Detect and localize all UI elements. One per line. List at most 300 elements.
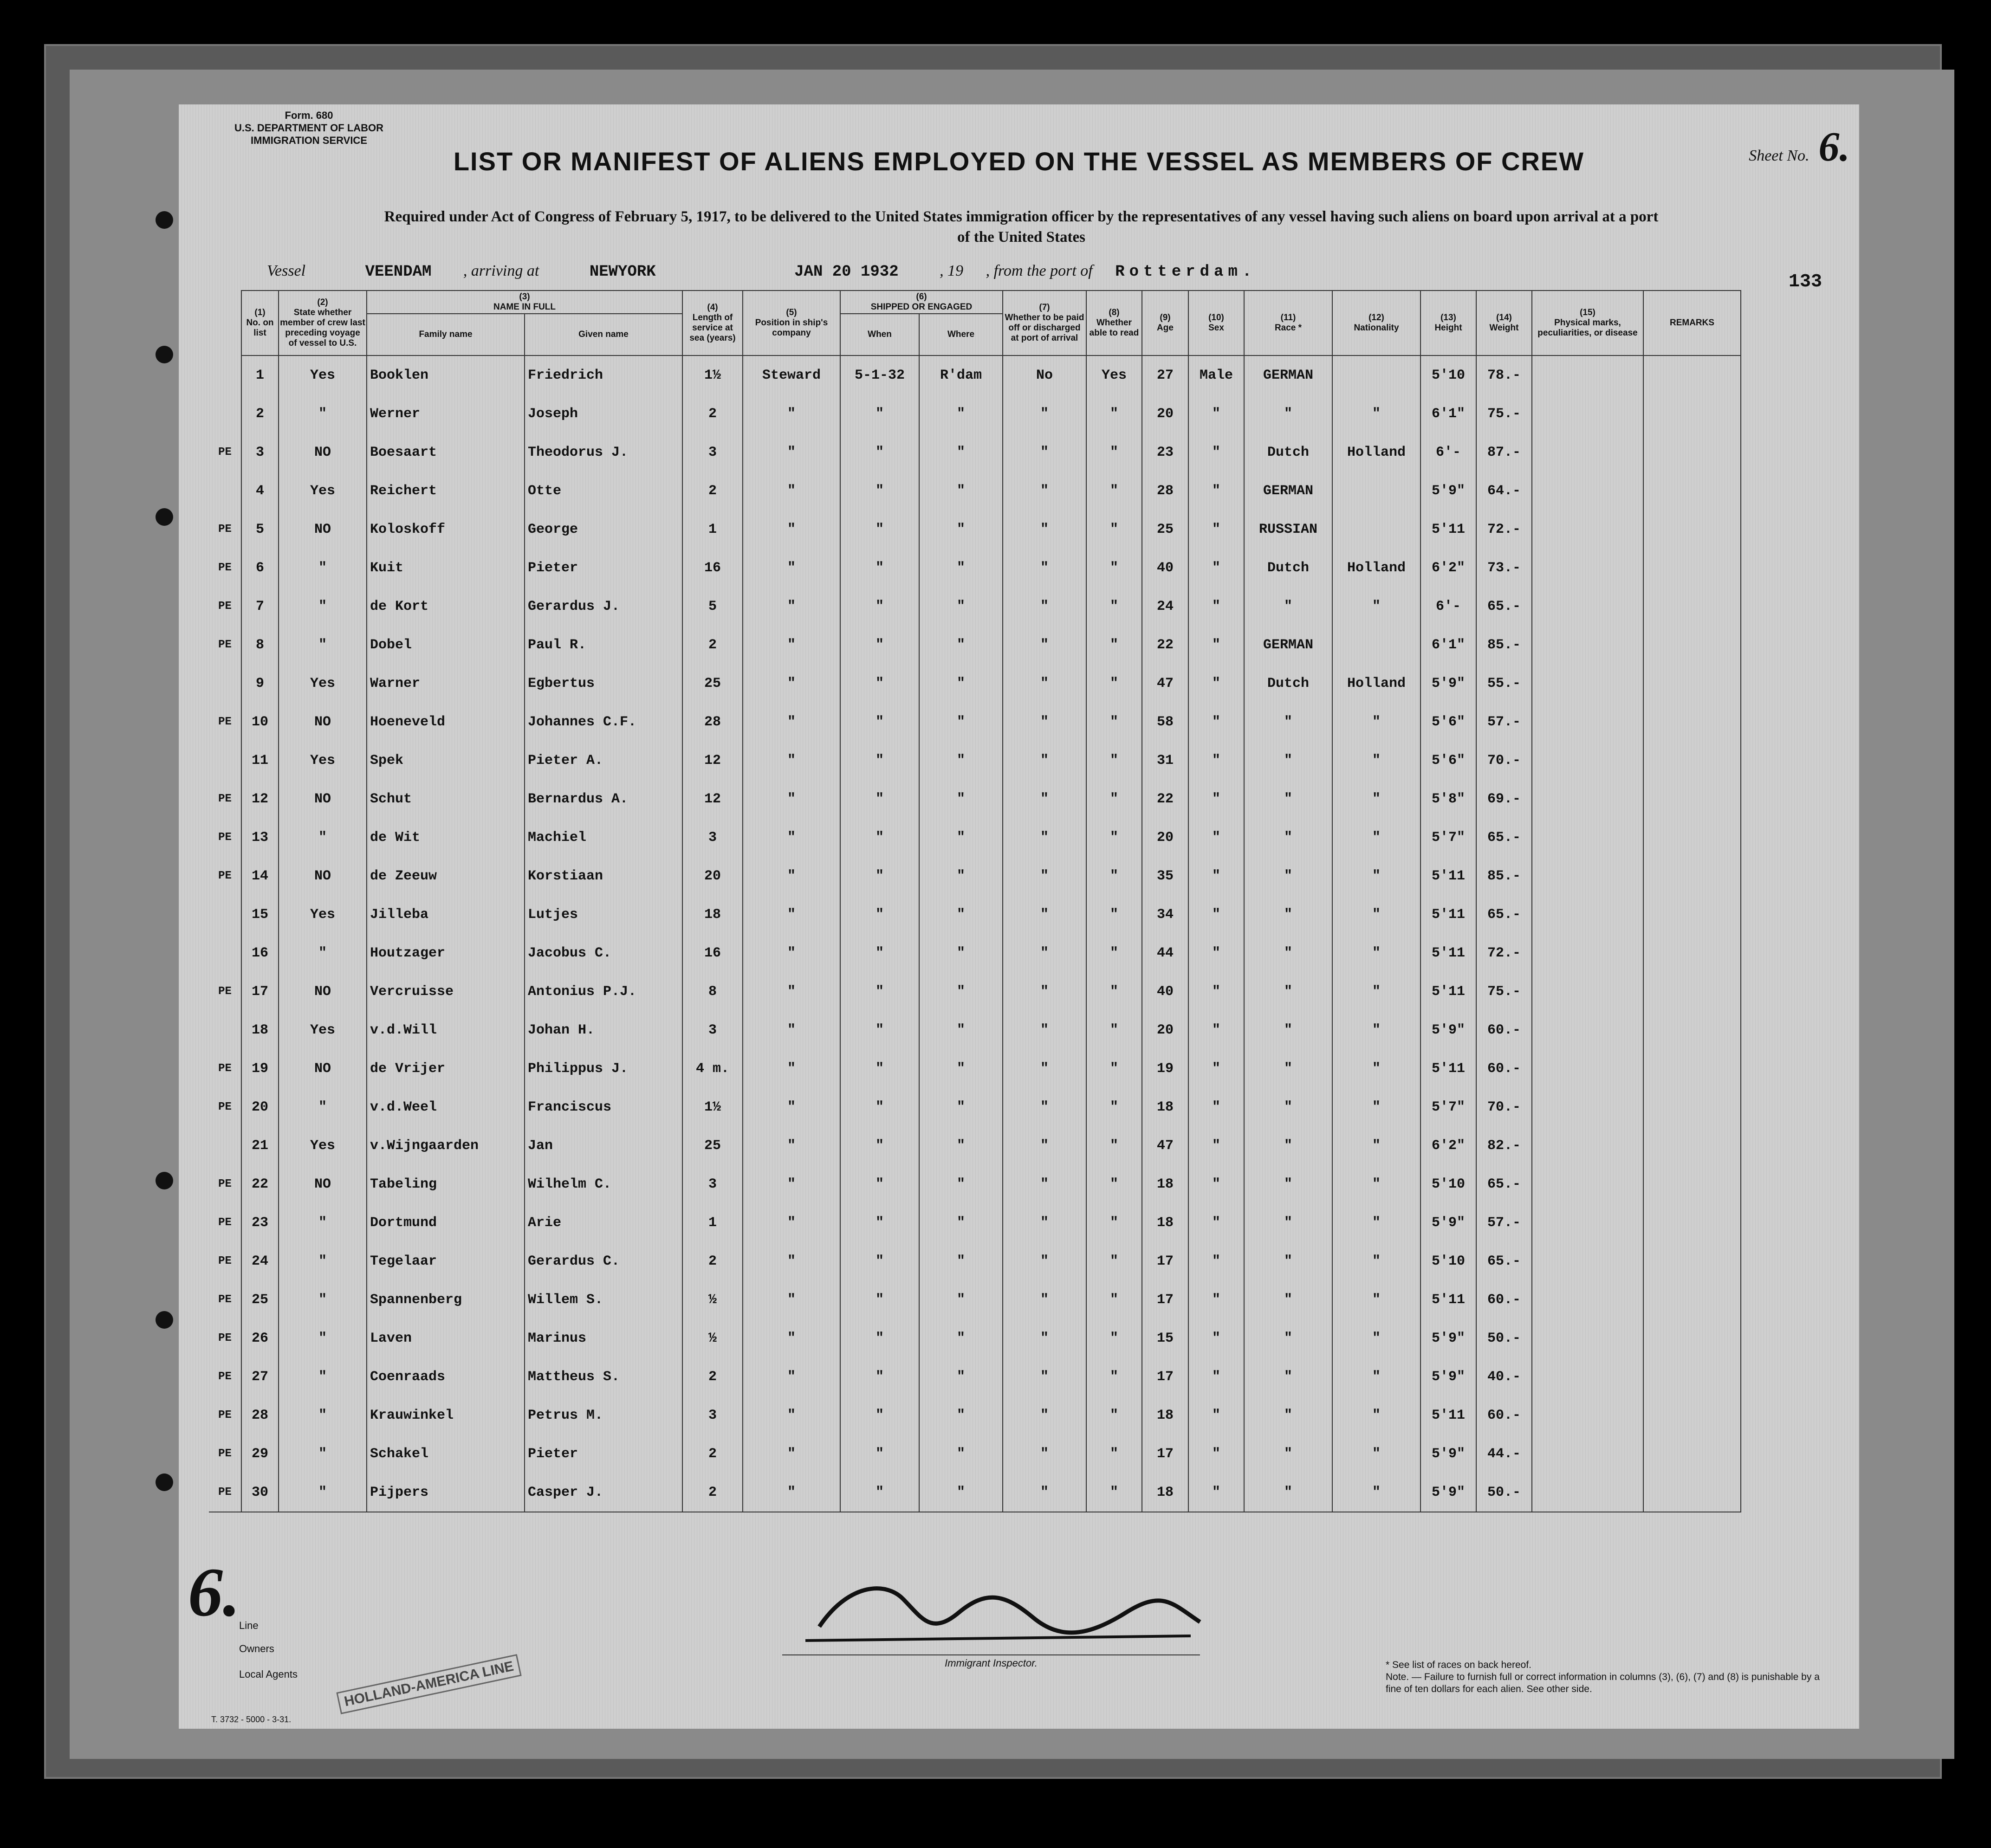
table-cell-height: 5'11 bbox=[1420, 1396, 1476, 1434]
table-cell-family: de Kort bbox=[367, 587, 525, 626]
table-cell-sex: " bbox=[1188, 1126, 1244, 1165]
table-cell-age: 44 bbox=[1142, 934, 1188, 972]
table-cell-family: de Vrijer bbox=[367, 1049, 525, 1088]
table-cell-no: 21 bbox=[241, 1126, 279, 1165]
table-cell-prev: " bbox=[279, 1357, 367, 1396]
table-cell-position: " bbox=[743, 780, 840, 818]
table-cell-race: " bbox=[1244, 780, 1332, 818]
column-subheader: Family name bbox=[367, 314, 525, 355]
table-cell-where: " bbox=[919, 549, 1003, 587]
table-cell-age: 18 bbox=[1142, 1473, 1188, 1512]
table-cell-where: " bbox=[919, 1319, 1003, 1357]
table-cell-height: 5'9" bbox=[1420, 472, 1476, 510]
table-cell-given: Machiel bbox=[525, 818, 682, 857]
table-cell-paid: " bbox=[1003, 1319, 1086, 1357]
table-cell-race: " bbox=[1244, 1049, 1332, 1088]
table-cell-nat: " bbox=[1332, 857, 1420, 895]
table-cell-nat: " bbox=[1332, 394, 1420, 433]
table-cell-position: " bbox=[743, 433, 840, 472]
table-cell-sex: " bbox=[1188, 626, 1244, 664]
table-row bbox=[209, 1319, 1741, 1357]
table-cell-years: 8 bbox=[682, 972, 743, 1011]
table-cell-years: 2 bbox=[682, 472, 743, 510]
table-cell-age: 20 bbox=[1142, 394, 1188, 433]
table-cell-weight: 75.- bbox=[1476, 972, 1532, 1011]
table-cell-marks bbox=[1532, 1473, 1643, 1512]
table-cell-position: " bbox=[743, 1473, 840, 1512]
table-row bbox=[209, 587, 1741, 626]
document-title: LIST OR MANIFEST OF ALIENS EMPLOYED ON THE VESSEL AS MEMBERS OF CREW bbox=[453, 147, 1585, 176]
table-cell-age: 25 bbox=[1142, 510, 1188, 549]
table-cell-years: 16 bbox=[682, 934, 743, 972]
table-cell-read: " bbox=[1086, 587, 1142, 626]
table-cell-remarks bbox=[1643, 741, 1741, 780]
table-cell-weight: 60.- bbox=[1476, 1280, 1532, 1319]
table-cell-pe: PE bbox=[209, 1319, 241, 1357]
table-cell-years: 1 bbox=[682, 1203, 743, 1242]
table-cell-position: " bbox=[743, 1396, 840, 1434]
table-cell-prev: Yes bbox=[279, 1011, 367, 1049]
table-cell-sex: " bbox=[1188, 703, 1244, 741]
table-cell-where: " bbox=[919, 1280, 1003, 1319]
table-cell-prev: NO bbox=[279, 857, 367, 895]
table-cell-nat: " bbox=[1332, 1396, 1420, 1434]
table-cell-nat: " bbox=[1332, 895, 1420, 934]
table-cell-weight: 40.- bbox=[1476, 1357, 1532, 1396]
table-cell-no: 9 bbox=[241, 664, 279, 703]
table-cell-remarks bbox=[1643, 1242, 1741, 1280]
table-cell-family: Hoeneveld bbox=[367, 703, 525, 741]
table-cell-nat: " bbox=[1332, 1088, 1420, 1126]
table-cell-when: " bbox=[840, 1396, 919, 1434]
column-header: (13) Height bbox=[1420, 291, 1476, 355]
table-cell-when: " bbox=[840, 1473, 919, 1512]
table-cell-family: Koloskoff bbox=[367, 510, 525, 549]
table-cell-weight: 70.- bbox=[1476, 741, 1532, 780]
table-cell-height: 5'11 bbox=[1420, 1049, 1476, 1088]
table-cell-when: " bbox=[840, 741, 919, 780]
table-cell-family: Dobel bbox=[367, 626, 525, 664]
table-cell-sex: Male bbox=[1188, 355, 1244, 394]
table-cell-nat: " bbox=[1332, 1473, 1420, 1512]
table-cell-pe bbox=[209, 1011, 241, 1049]
race-footnote: * See list of races on back hereof. bbox=[1386, 1660, 1532, 1670]
table-cell-read: " bbox=[1086, 1126, 1142, 1165]
table-cell-height: 5'9" bbox=[1420, 1011, 1476, 1049]
table-cell-prev: " bbox=[279, 934, 367, 972]
table-cell-given: Bernardus A. bbox=[525, 780, 682, 818]
table-cell-where: " bbox=[919, 895, 1003, 934]
table-cell-sex: " bbox=[1188, 1280, 1244, 1319]
table-cell-position: " bbox=[743, 1011, 840, 1049]
table-cell-paid: " bbox=[1003, 741, 1086, 780]
table-cell-read: " bbox=[1086, 780, 1142, 818]
table-cell-no: 20 bbox=[241, 1088, 279, 1126]
table-cell-no: 16 bbox=[241, 934, 279, 972]
table-cell-weight: 55.- bbox=[1476, 664, 1532, 703]
table-cell-paid: " bbox=[1003, 972, 1086, 1011]
table-cell-marks bbox=[1532, 549, 1643, 587]
table-cell-pe: PE bbox=[209, 1242, 241, 1280]
table-cell-given: Johannes C.F. bbox=[525, 703, 682, 741]
table-cell-paid: " bbox=[1003, 857, 1086, 895]
table-cell-no: 3 bbox=[241, 433, 279, 472]
column-header: (6) SHIPPED OR ENGAGED bbox=[840, 291, 1003, 314]
table-cell-pe: PE bbox=[209, 587, 241, 626]
column-header: (15) Physical marks, peculiarities, or disease bbox=[1532, 291, 1643, 355]
table-cell-marks bbox=[1532, 1280, 1643, 1319]
table-cell-years: ½ bbox=[682, 1319, 743, 1357]
table-cell-when: " bbox=[840, 394, 919, 433]
table-cell-nat bbox=[1332, 355, 1420, 394]
table-cell-no: 4 bbox=[241, 472, 279, 510]
table-cell-when: 5-1-32 bbox=[840, 355, 919, 394]
table-cell-marks bbox=[1532, 1011, 1643, 1049]
table-cell-age: 28 bbox=[1142, 472, 1188, 510]
table-cell-remarks bbox=[1643, 664, 1741, 703]
table-cell-weight: 82.- bbox=[1476, 1126, 1532, 1165]
table-cell-age: 31 bbox=[1142, 741, 1188, 780]
table-cell-years: 2 bbox=[682, 1242, 743, 1280]
table-cell-race: " bbox=[1244, 1434, 1332, 1473]
table-cell-height: 5'7" bbox=[1420, 1088, 1476, 1126]
table-cell-position: " bbox=[743, 394, 840, 433]
table-cell-paid: " bbox=[1003, 1396, 1086, 1434]
table-cell-age: 20 bbox=[1142, 1011, 1188, 1049]
table-row bbox=[209, 549, 1741, 587]
table-cell-read: " bbox=[1086, 510, 1142, 549]
table-cell-height: 5'9" bbox=[1420, 1357, 1476, 1396]
table-cell-nat: Holland bbox=[1332, 433, 1420, 472]
table-cell-no: 6 bbox=[241, 549, 279, 587]
table-cell-height: 6'- bbox=[1420, 587, 1476, 626]
table-cell-race: " bbox=[1244, 895, 1332, 934]
column-header: (9) Age bbox=[1142, 291, 1188, 355]
table-cell-race: GERMAN bbox=[1244, 472, 1332, 510]
table-cell-read: " bbox=[1086, 741, 1142, 780]
table-cell-paid: " bbox=[1003, 1357, 1086, 1396]
table-cell-given: Egbertus bbox=[525, 664, 682, 703]
table-cell-where: " bbox=[919, 857, 1003, 895]
table-cell-paid: " bbox=[1003, 1088, 1086, 1126]
table-cell-years: 1 bbox=[682, 510, 743, 549]
table-cell-position: " bbox=[743, 1280, 840, 1319]
table-cell-remarks bbox=[1643, 1049, 1741, 1088]
table-cell-prev: " bbox=[279, 626, 367, 664]
table-cell-weight: 72.- bbox=[1476, 510, 1532, 549]
table-cell-marks bbox=[1532, 972, 1643, 1011]
table-cell-paid: " bbox=[1003, 433, 1086, 472]
table-cell-family: Tegelaar bbox=[367, 1242, 525, 1280]
table-cell-paid: " bbox=[1003, 1434, 1086, 1473]
table-cell-weight: 85.- bbox=[1476, 857, 1532, 895]
table-cell-pe: PE bbox=[209, 433, 241, 472]
table-cell-family: v.Wijngaarden bbox=[367, 1126, 525, 1165]
table-cell-prev: Yes bbox=[279, 895, 367, 934]
table-cell-given: Franciscus bbox=[525, 1088, 682, 1126]
table-cell-where: " bbox=[919, 1165, 1003, 1203]
table-cell-where: " bbox=[919, 1203, 1003, 1242]
table-cell-weight: 50.- bbox=[1476, 1473, 1532, 1512]
table-cell-position: " bbox=[743, 510, 840, 549]
table-cell-weight: 57.- bbox=[1476, 1203, 1532, 1242]
column-header: (8) Whether able to read bbox=[1086, 291, 1142, 355]
table-cell-no: 14 bbox=[241, 857, 279, 895]
table-cell-nat: " bbox=[1332, 703, 1420, 741]
arrival-port: NEWYORK bbox=[589, 263, 656, 281]
table-cell-age: 47 bbox=[1142, 1126, 1188, 1165]
table-cell-sex: " bbox=[1188, 818, 1244, 857]
table-cell-when: " bbox=[840, 587, 919, 626]
table-row bbox=[209, 1203, 1741, 1242]
table-cell-given: Wilhelm C. bbox=[525, 1165, 682, 1203]
table-cell-prev: " bbox=[279, 1319, 367, 1357]
table-row bbox=[209, 1280, 1741, 1319]
table-cell-nat: " bbox=[1332, 1203, 1420, 1242]
table-cell-remarks bbox=[1643, 433, 1741, 472]
table-cell-where: " bbox=[919, 1396, 1003, 1434]
table-cell-marks bbox=[1532, 355, 1643, 394]
table-cell-weight: 65.- bbox=[1476, 818, 1532, 857]
table-row bbox=[209, 355, 1741, 394]
table-cell-family: Reichert bbox=[367, 472, 525, 510]
table-cell-given: Korstiaan bbox=[525, 857, 682, 895]
table-cell-paid: " bbox=[1003, 934, 1086, 972]
table-cell-remarks bbox=[1643, 549, 1741, 587]
table-cell-height: 5'11 bbox=[1420, 510, 1476, 549]
table-cell-height: 5'6" bbox=[1420, 703, 1476, 741]
table-cell-when: " bbox=[840, 626, 919, 664]
table-cell-age: 15 bbox=[1142, 1319, 1188, 1357]
table-cell-family: Houtzager bbox=[367, 934, 525, 972]
table-cell-age: 18 bbox=[1142, 1165, 1188, 1203]
table-cell-given: Jacobus C. bbox=[525, 934, 682, 972]
table-cell-family: de Zeeuw bbox=[367, 857, 525, 895]
table-cell-remarks bbox=[1643, 818, 1741, 857]
table-cell-paid: " bbox=[1003, 664, 1086, 703]
table-cell-read: " bbox=[1086, 664, 1142, 703]
table-cell-height: 5'11 bbox=[1420, 857, 1476, 895]
table-cell-race: " bbox=[1244, 587, 1332, 626]
table-cell-sex: " bbox=[1188, 433, 1244, 472]
table-cell-read: " bbox=[1086, 1319, 1142, 1357]
table-cell-prev: NO bbox=[279, 703, 367, 741]
table-cell-read: " bbox=[1086, 1434, 1142, 1473]
table-cell-where: " bbox=[919, 972, 1003, 1011]
table-cell-remarks bbox=[1643, 972, 1741, 1011]
table-cell-age: 17 bbox=[1142, 1280, 1188, 1319]
table-cell-family: de Wit bbox=[367, 818, 525, 857]
table-cell-years: 3 bbox=[682, 1011, 743, 1049]
subtitle-line-2: of the United States bbox=[957, 229, 1085, 246]
table-cell-read: " bbox=[1086, 857, 1142, 895]
table-cell-marks bbox=[1532, 780, 1643, 818]
table-cell-position: " bbox=[743, 857, 840, 895]
table-cell-no: 29 bbox=[241, 1434, 279, 1473]
sheet-number-label: Sheet No. bbox=[1749, 147, 1809, 164]
table-cell-remarks bbox=[1643, 1434, 1741, 1473]
table-cell-given: Joseph bbox=[525, 394, 682, 433]
table-cell-marks bbox=[1532, 934, 1643, 972]
table-cell-years: 4 m. bbox=[682, 1049, 743, 1088]
table-cell-age: 47 bbox=[1142, 664, 1188, 703]
table-cell-nat: " bbox=[1332, 1434, 1420, 1473]
table-cell-race: " bbox=[1244, 857, 1332, 895]
line-stamp: HOLLAND-AMERICA LINE bbox=[336, 1654, 521, 1714]
table-cell-no: 13 bbox=[241, 818, 279, 857]
table-cell-prev: Yes bbox=[279, 472, 367, 510]
table-cell-no: 1 bbox=[241, 355, 279, 394]
table-cell-pe: PE bbox=[209, 626, 241, 664]
table-cell-marks bbox=[1532, 626, 1643, 664]
table-cell-position: " bbox=[743, 1242, 840, 1280]
table-cell-years: 25 bbox=[682, 664, 743, 703]
table-cell-marks bbox=[1532, 1049, 1643, 1088]
table-cell-where: " bbox=[919, 587, 1003, 626]
table-cell-no: 8 bbox=[241, 626, 279, 664]
table-cell-age: 23 bbox=[1142, 433, 1188, 472]
table-cell-nat: " bbox=[1332, 780, 1420, 818]
table-row bbox=[209, 664, 1741, 703]
manifest-sheet bbox=[179, 104, 1859, 1729]
table-cell-no: 10 bbox=[241, 703, 279, 741]
vessel-name: VEENDAM bbox=[365, 263, 432, 281]
penalty-note: Note. — Failure to furnish full or correct information in columns (3), (6), (7) and (8) is punishable by a fine of ten dollars for each alien. See other side. bbox=[1386, 1672, 1820, 1694]
table-cell-height: 5'11 bbox=[1420, 972, 1476, 1011]
service-name: IMMIGRATION SERVICE bbox=[251, 135, 367, 146]
table-cell-height: 5'9" bbox=[1420, 1473, 1476, 1512]
table-cell-race: " bbox=[1244, 1473, 1332, 1512]
table-cell-nat: Holland bbox=[1332, 664, 1420, 703]
table-cell-weight: 60.- bbox=[1476, 1396, 1532, 1434]
form-header bbox=[234, 109, 383, 147]
table-cell-position: " bbox=[743, 587, 840, 626]
table-row bbox=[209, 1126, 1741, 1165]
table-cell-read: " bbox=[1086, 1242, 1142, 1280]
table-cell-years: 3 bbox=[682, 818, 743, 857]
table-cell-remarks bbox=[1643, 1203, 1741, 1242]
table-cell-given: George bbox=[525, 510, 682, 549]
table-cell-sex: " bbox=[1188, 1049, 1244, 1088]
table-cell-sex: " bbox=[1188, 741, 1244, 780]
table-cell-pe: PE bbox=[209, 703, 241, 741]
column-header: (7) Whether to be paid off or discharged at port of arrival bbox=[1003, 291, 1086, 355]
table-cell-height: 5'8" bbox=[1420, 780, 1476, 818]
table-cell-prev: " bbox=[279, 1280, 367, 1319]
table-row bbox=[209, 780, 1741, 818]
table-cell-paid: " bbox=[1003, 1280, 1086, 1319]
table-cell-height: 5'9" bbox=[1420, 1319, 1476, 1357]
table-cell-read: " bbox=[1086, 972, 1142, 1011]
table-cell-pe: PE bbox=[209, 549, 241, 587]
table-cell-no: 23 bbox=[241, 1203, 279, 1242]
arrival-date: JAN 20 1932 bbox=[794, 263, 899, 281]
table-cell-remarks bbox=[1643, 1473, 1741, 1512]
table-cell-family: v.d.Weel bbox=[367, 1088, 525, 1126]
table-cell-given: Marinus bbox=[525, 1319, 682, 1357]
table-cell-remarks bbox=[1643, 510, 1741, 549]
table-cell-race: " bbox=[1244, 394, 1332, 433]
table-cell-when: " bbox=[840, 1319, 919, 1357]
table-cell-position: " bbox=[743, 741, 840, 780]
table-cell-read: " bbox=[1086, 1396, 1142, 1434]
table-cell-position: " bbox=[743, 1049, 840, 1088]
table-cell-position: " bbox=[743, 1088, 840, 1126]
table-cell-remarks bbox=[1643, 626, 1741, 664]
table-cell-weight: 60.- bbox=[1476, 1049, 1532, 1088]
table-row bbox=[209, 626, 1741, 664]
table-cell-position: " bbox=[743, 1203, 840, 1242]
table-cell-race: " bbox=[1244, 1319, 1332, 1357]
table-cell-paid: " bbox=[1003, 1473, 1086, 1512]
table-cell-given: Johan H. bbox=[525, 1011, 682, 1049]
table-cell-where: " bbox=[919, 703, 1003, 741]
table-cell-paid: " bbox=[1003, 626, 1086, 664]
table-cell-no: 24 bbox=[241, 1242, 279, 1280]
table-cell-marks bbox=[1532, 1165, 1643, 1203]
table-cell-marks bbox=[1532, 394, 1643, 433]
table-cell-given: Pieter A. bbox=[525, 741, 682, 780]
line-label: Line bbox=[239, 1620, 259, 1631]
table-cell-marks bbox=[1532, 1357, 1643, 1396]
table-cell-given: Otte bbox=[525, 472, 682, 510]
table-cell-pe: PE bbox=[209, 510, 241, 549]
column-header: (11) Race * bbox=[1244, 291, 1332, 355]
table-row bbox=[209, 741, 1741, 780]
binder-hole bbox=[156, 211, 173, 229]
table-header-row bbox=[209, 291, 1741, 314]
table-cell-age: 27 bbox=[1142, 355, 1188, 394]
table-cell-weight: 60.- bbox=[1476, 1011, 1532, 1049]
table-cell-given: Lutjes bbox=[525, 895, 682, 934]
table-cell-years: 1½ bbox=[682, 1088, 743, 1126]
table-cell-position: " bbox=[743, 1319, 840, 1357]
table-cell-paid: No bbox=[1003, 355, 1086, 394]
table-cell-given: Gerardus C. bbox=[525, 1242, 682, 1280]
table-cell-age: 17 bbox=[1142, 1434, 1188, 1473]
table-cell-no: 26 bbox=[241, 1319, 279, 1357]
table-cell-marks bbox=[1532, 895, 1643, 934]
table-cell-given: Pieter bbox=[525, 549, 682, 587]
table-row bbox=[209, 934, 1741, 972]
table-cell-race: " bbox=[1244, 1088, 1332, 1126]
table-cell-sex: " bbox=[1188, 1203, 1244, 1242]
table-cell-nat: " bbox=[1332, 972, 1420, 1011]
table-cell-read: " bbox=[1086, 1473, 1142, 1512]
table-cell-family: Schut bbox=[367, 780, 525, 818]
table-cell-pe: PE bbox=[209, 857, 241, 895]
table-cell-prev: NO bbox=[279, 1165, 367, 1203]
table-cell-remarks bbox=[1643, 1011, 1741, 1049]
sheet-number-value: 6. bbox=[1818, 124, 1850, 170]
margin-header bbox=[209, 291, 241, 355]
table-cell-family: Spek bbox=[367, 741, 525, 780]
table-cell-given: Gerardus J. bbox=[525, 587, 682, 626]
table-cell-remarks bbox=[1643, 1165, 1741, 1203]
table-cell-marks bbox=[1532, 818, 1643, 857]
table-cell-paid: " bbox=[1003, 510, 1086, 549]
table-cell-pe: PE bbox=[209, 1165, 241, 1203]
table-cell-pe bbox=[209, 741, 241, 780]
table-cell-weight: 70.- bbox=[1476, 1088, 1532, 1126]
table-cell-pe: PE bbox=[209, 1280, 241, 1319]
table-cell-where: " bbox=[919, 626, 1003, 664]
table-cell-read: " bbox=[1086, 1049, 1142, 1088]
table-cell-no: 5 bbox=[241, 510, 279, 549]
table-cell-height: 5'11 bbox=[1420, 1280, 1476, 1319]
table-cell-nat: Holland bbox=[1332, 549, 1420, 587]
table-cell-when: " bbox=[840, 895, 919, 934]
